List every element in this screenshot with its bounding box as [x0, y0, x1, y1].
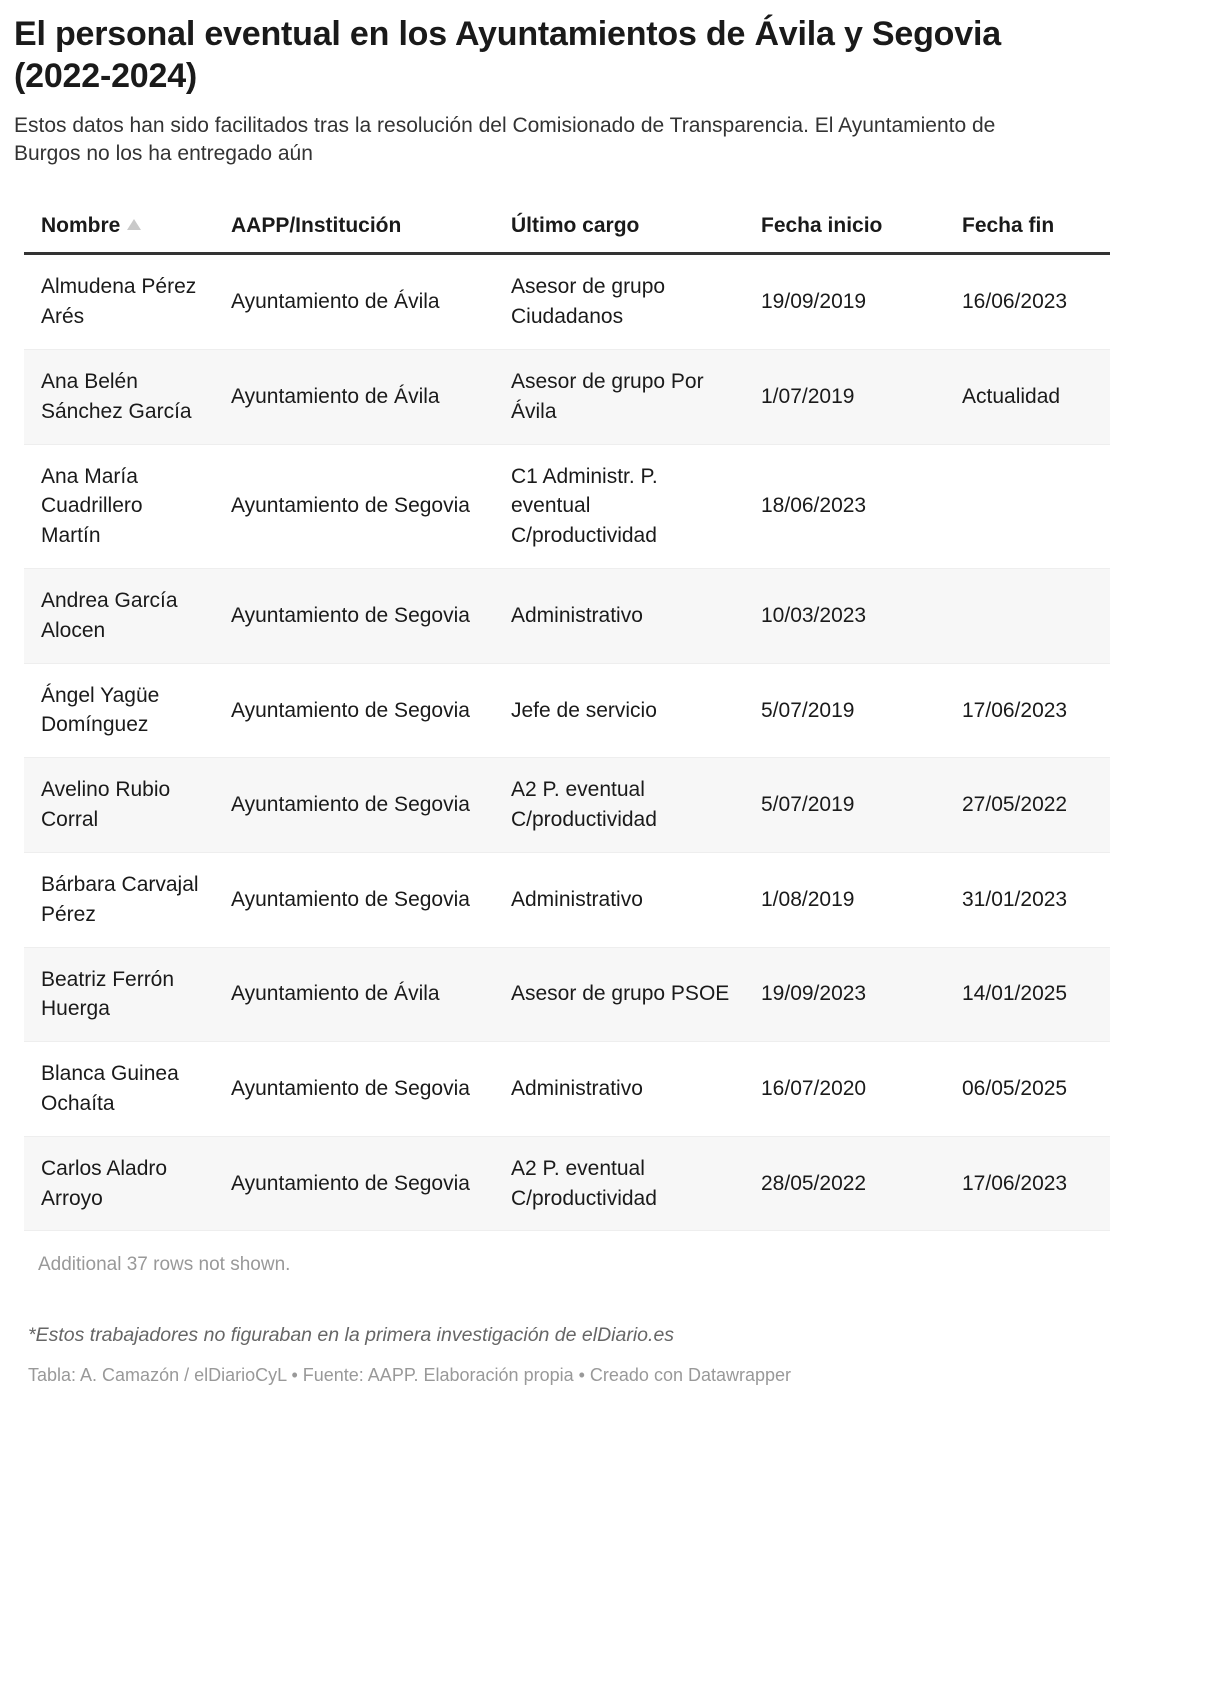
cell-cargo: Administrativo	[494, 1042, 744, 1137]
cell-inicio: 1/08/2019	[744, 852, 944, 947]
cell-cargo: Asesor de grupo PSOE	[494, 947, 744, 1042]
column-header-nombre[interactable]	[24, 213, 214, 253]
data-table	[24, 213, 1110, 1231]
table-row	[24, 947, 1110, 1042]
cell-aapp: Ayuntamiento de Ávila	[214, 254, 494, 350]
cell-aapp: Ayuntamiento de Segovia	[214, 663, 494, 758]
cell-fin: 17/06/2023	[944, 1136, 1110, 1231]
footnote-text: *Estos trabajadores no figuraban en la primera investigación de elDiario.es	[28, 1324, 675, 1347]
cell-inicio: 28/05/2022	[744, 1136, 944, 1231]
column-header-aapp[interactable]: AAPP/Institución	[214, 213, 494, 253]
rows-not-shown-note: Additional 37 rows not shown.	[38, 1254, 291, 1276]
table-header-row	[24, 213, 1110, 253]
cell-inicio: 5/07/2019	[744, 758, 944, 853]
page-title: El personal eventual en los Ayuntamientos de Ávila y Segovia (2022-2024)	[14, 15, 1001, 95]
chart-footer	[28, 1322, 1202, 1388]
cell-cargo: Asesor de grupo Por Ávila	[494, 349, 744, 444]
cell-nombre: Blanca Guinea Ochaíta	[24, 1042, 214, 1137]
column-header-nombre-label: Nombre	[41, 214, 121, 238]
cell-nombre: Carlos Aladro Arroyo	[24, 1136, 214, 1231]
cell-nombre: Bárbara Carvajal Pérez	[24, 852, 214, 947]
table-row	[24, 444, 1110, 568]
cell-nombre: Andrea García Alocen	[24, 569, 214, 664]
table-row	[24, 852, 1110, 947]
cell-nombre: Ana Belén Sánchez García	[24, 349, 214, 444]
cell-cargo: Jefe de servicio	[494, 663, 744, 758]
cell-cargo: Administrativo	[494, 569, 744, 664]
cell-aapp: Ayuntamiento de Segovia	[214, 852, 494, 947]
column-header-fecha-inicio[interactable]: Fecha inicio	[744, 213, 944, 253]
cell-aapp: Ayuntamiento de Segovia	[214, 1042, 494, 1137]
cell-cargo: C1 Administr. P. eventual C/productividad	[494, 444, 744, 568]
cell-inicio: 18/06/2023	[744, 444, 944, 568]
cell-fin: 06/05/2025	[944, 1042, 1110, 1137]
column-header-fecha-fin[interactable]: Fecha fin	[944, 213, 1110, 253]
cell-aapp: Ayuntamiento de Ávila	[214, 349, 494, 444]
table-header	[24, 213, 1110, 253]
table-row	[24, 349, 1110, 444]
cell-inicio: 5/07/2019	[744, 663, 944, 758]
cell-aapp: Ayuntamiento de Segovia	[214, 1136, 494, 1231]
cell-inicio: 19/09/2019	[744, 254, 944, 350]
cell-fin: 16/06/2023	[944, 254, 1110, 350]
sort-ascending-icon[interactable]	[127, 219, 141, 230]
cell-inicio: 1/07/2019	[744, 349, 944, 444]
table-row	[24, 254, 1110, 350]
cell-fin: 31/01/2023	[944, 852, 1110, 947]
column-header-ultimo-cargo[interactable]: Último cargo	[494, 213, 744, 253]
table-body	[24, 254, 1110, 1231]
cell-nombre: Beatriz Ferrón Huerga	[24, 947, 214, 1042]
cell-nombre: Ana María Cuadrillero Martín	[24, 444, 214, 568]
table-row	[24, 1136, 1110, 1231]
cell-cargo: A2 P. eventual C/productividad	[494, 1136, 744, 1231]
cell-nombre: Almudena Pérez Arés	[24, 254, 214, 350]
cell-fin: Actualidad	[944, 349, 1110, 444]
page-subtitle: Estos datos han sido facilitados tras la resolución del Comisionado de Transparencia. El Ayuntamiento de Burgos no los ha entregado aún	[14, 113, 996, 165]
cell-fin	[944, 569, 1110, 664]
cell-inicio: 10/03/2023	[744, 569, 944, 664]
cell-nombre: Ángel Yagüe Domínguez	[24, 663, 214, 758]
cell-aapp: Ayuntamiento de Segovia	[214, 444, 494, 568]
cell-fin: 14/01/2025	[944, 947, 1110, 1042]
cell-fin: 27/05/2022	[944, 758, 1110, 853]
data-table-container	[14, 213, 1202, 1278]
cell-aapp: Ayuntamiento de Segovia	[214, 758, 494, 853]
table-row	[24, 663, 1110, 758]
credits-text: Tabla: A. Camazón / elDiarioCyL • Fuente: AAPP. Elaboración propia • Creado con Datawrapper	[28, 1365, 792, 1386]
cell-nombre: Avelino Rubio Corral	[24, 758, 214, 853]
cell-aapp: Ayuntamiento de Segovia	[214, 569, 494, 664]
cell-fin	[944, 444, 1110, 568]
cell-aapp: Ayuntamiento de Ávila	[214, 947, 494, 1042]
cell-inicio: 19/09/2023	[744, 947, 944, 1042]
cell-cargo: Asesor de grupo Ciudadanos	[494, 254, 744, 350]
table-row	[24, 569, 1110, 664]
table-row	[24, 1042, 1110, 1137]
cell-cargo: Administrativo	[494, 852, 744, 947]
cell-cargo: A2 P. eventual C/productividad	[494, 758, 744, 853]
table-row	[24, 758, 1110, 853]
cell-inicio: 16/07/2020	[744, 1042, 944, 1137]
cell-fin: 17/06/2023	[944, 663, 1110, 758]
